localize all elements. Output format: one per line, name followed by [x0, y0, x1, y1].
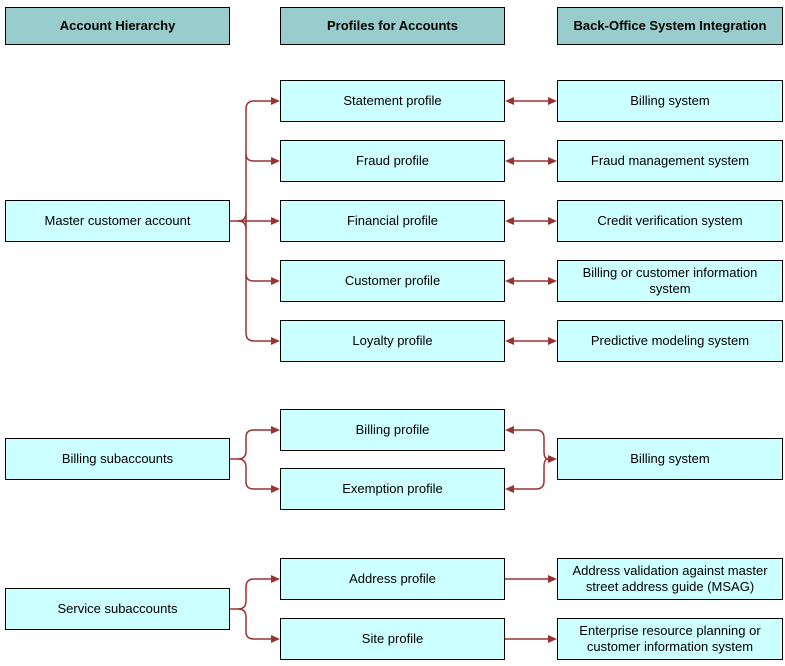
profile-box-fraud: Fraud profile [280, 140, 505, 182]
system-box-billing-2: Billing system [557, 438, 783, 480]
profile-box-financial: Financial profile [280, 200, 505, 242]
header-back-office-system-integration: Back-Office System Integration [557, 7, 783, 45]
profile-box-statement: Statement profile [280, 80, 505, 122]
header-account-hierarchy: Account Hierarchy [5, 7, 230, 45]
system-box-billing-or-customer-information: Billing or customer information system [557, 260, 783, 302]
master-account-to-profiles-connector [230, 101, 271, 341]
service-profiles-to-systems-arrows [505, 579, 548, 639]
system-box-credit-verification: Credit verification system [557, 200, 783, 242]
profile-box-billing: Billing profile [280, 409, 505, 451]
system-box-predictive-modeling: Predictive modeling system [557, 320, 783, 362]
profiles-to-billing-system-connector [514, 430, 548, 489]
account-box-service-subaccounts: Service subaccounts [5, 588, 230, 630]
system-box-fraud-management: Fraud management system [557, 140, 783, 182]
header-profiles-for-accounts: Profiles for Accounts [280, 7, 505, 45]
profile-box-customer: Customer profile [280, 260, 505, 302]
system-box-address-validation-msag: Address validation against master street address guide (MSAG) [557, 558, 783, 600]
profile-box-exemption: Exemption profile [280, 468, 505, 510]
profile-box-site: Site profile [280, 618, 505, 660]
billing-subaccounts-to-profiles-connector [230, 430, 271, 489]
account-box-billing-subaccounts: Billing subaccounts [5, 438, 230, 480]
account-box-master-customer-account: Master customer account [5, 200, 230, 242]
profiles-to-systems-bidirectional-arrows [514, 101, 548, 341]
profile-box-loyalty: Loyalty profile [280, 320, 505, 362]
profile-box-address: Address profile [280, 558, 505, 600]
system-box-billing: Billing system [557, 80, 783, 122]
service-subaccounts-to-profiles-connector [230, 579, 271, 639]
system-box-enterprise-resource-planning: Enterprise resource planning or customer information system [557, 618, 783, 660]
